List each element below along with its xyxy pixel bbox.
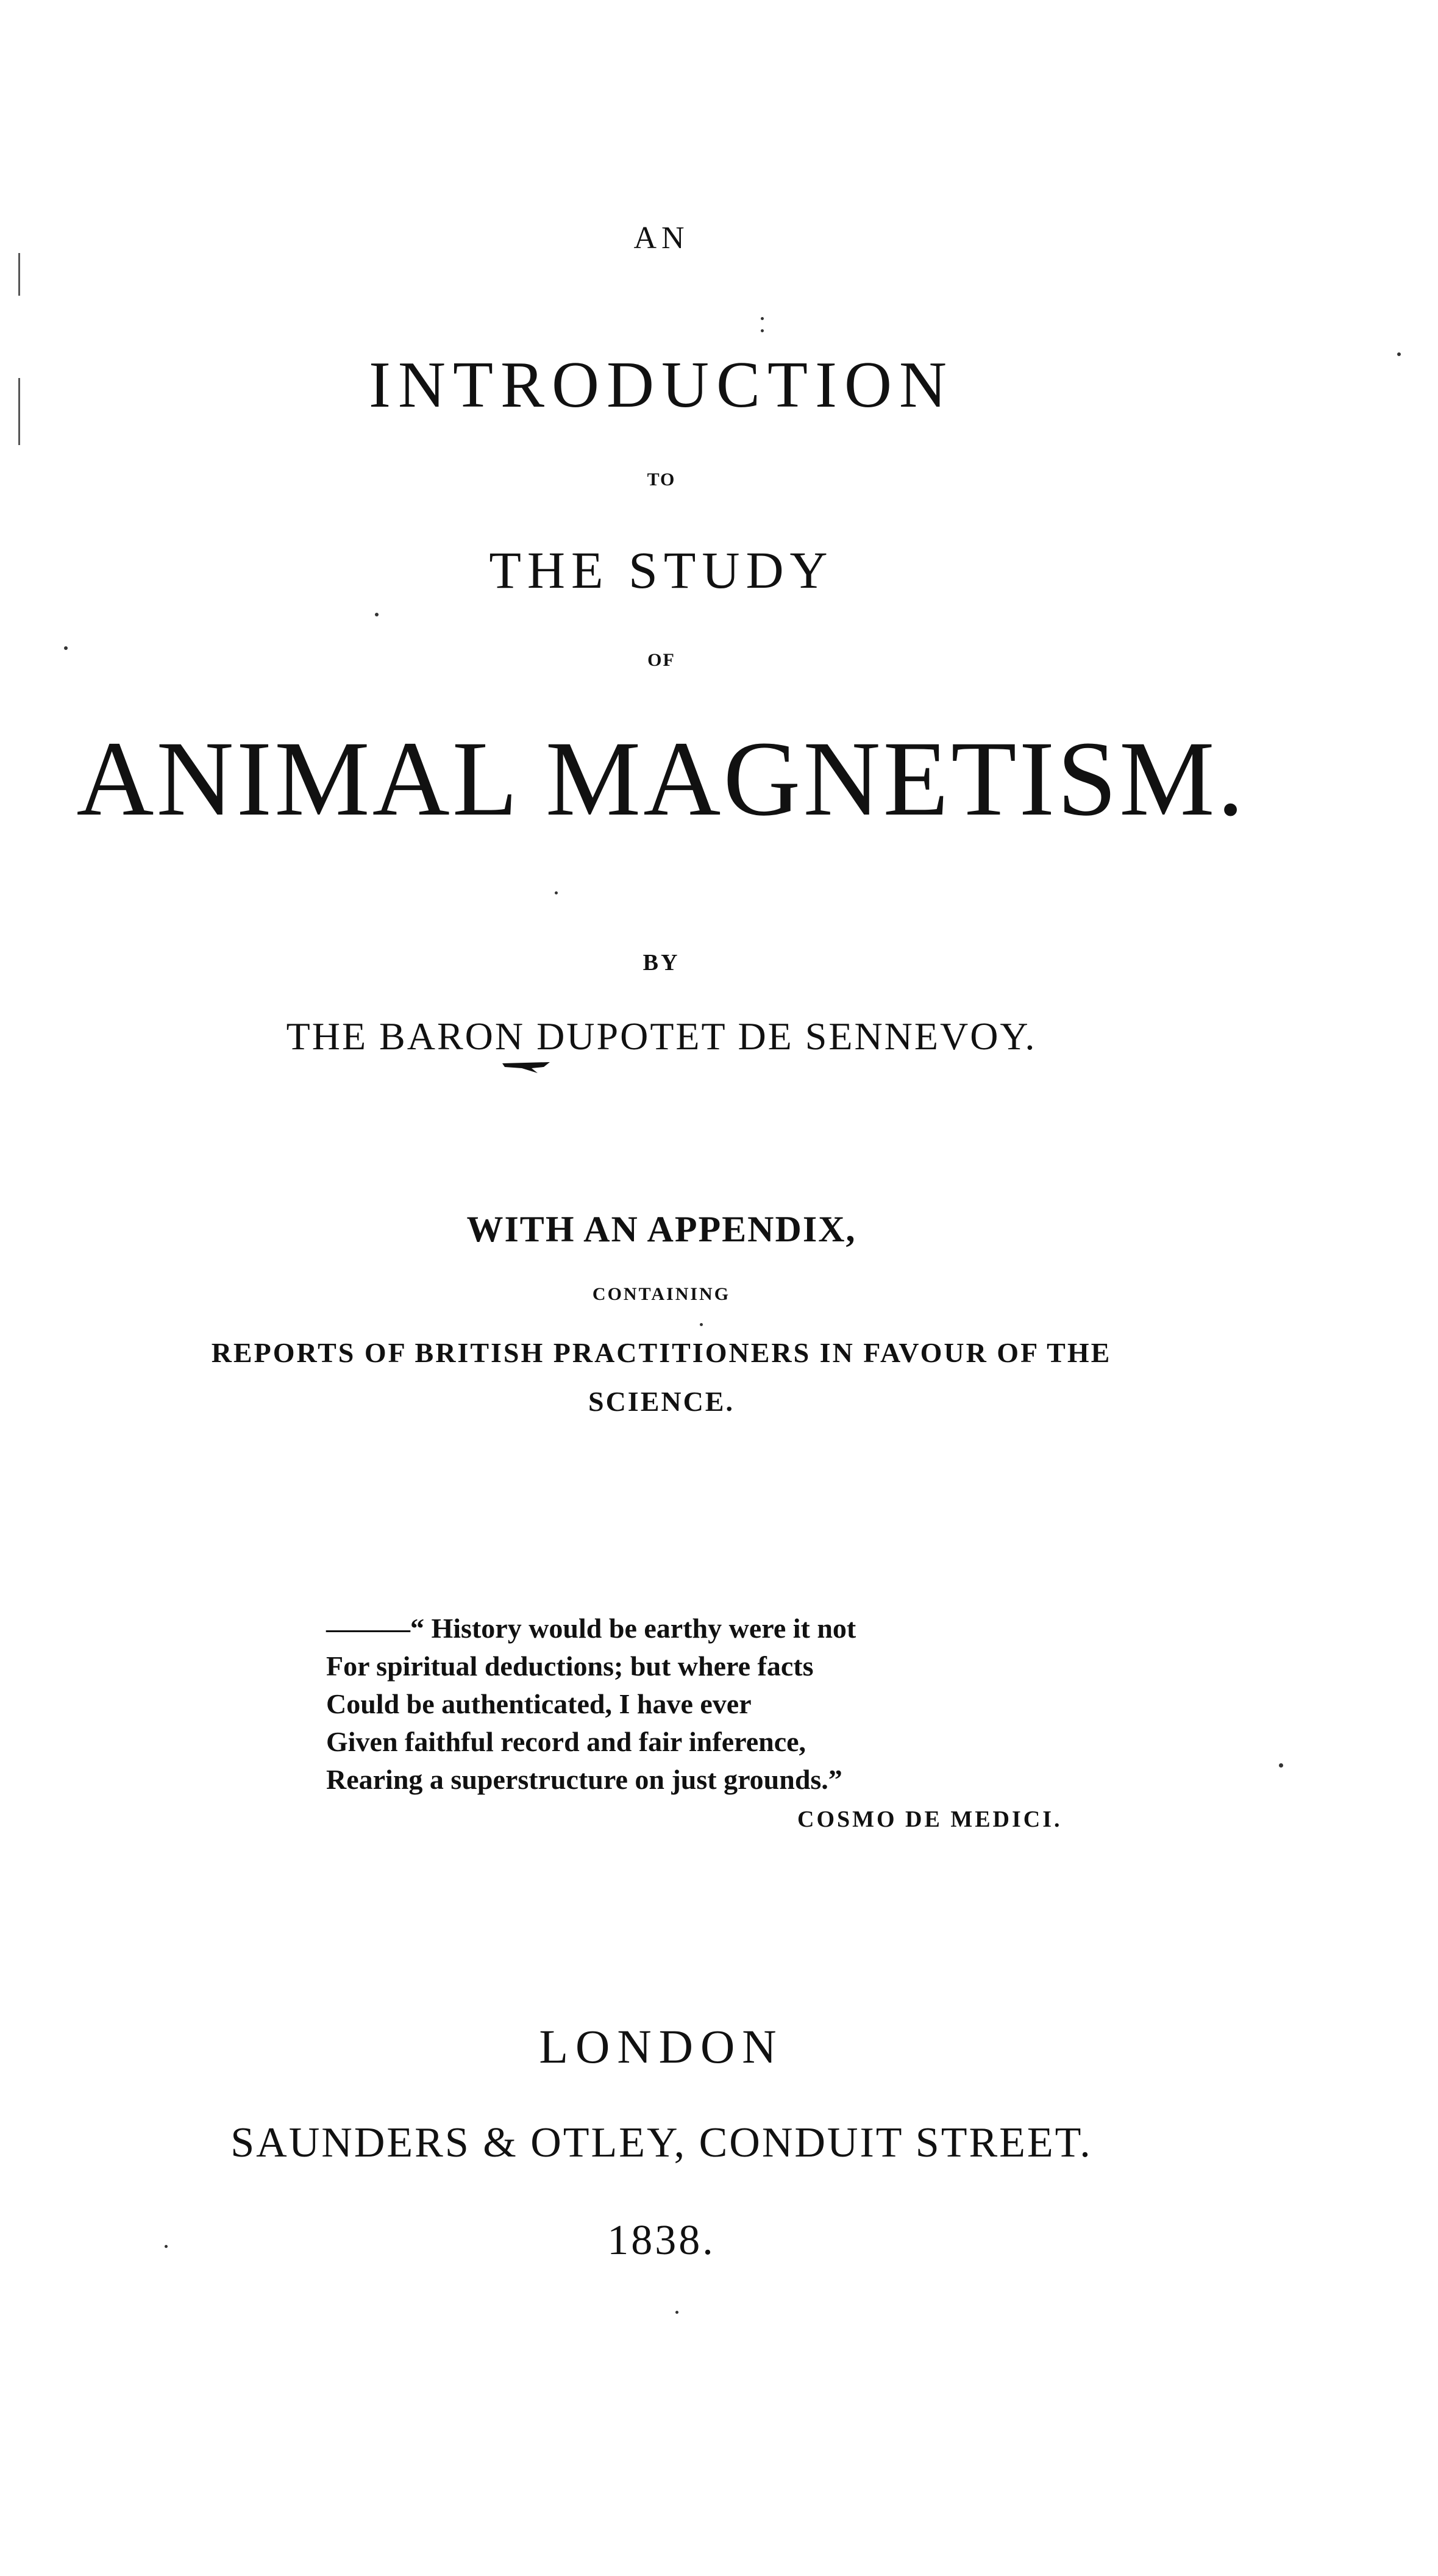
title-introduction: INTRODUCTION	[369, 349, 954, 421]
scan-speck	[1279, 1763, 1283, 1768]
epigraph-attribution: COSMO DE MEDICI.	[797, 1807, 1062, 1832]
ink-mark	[501, 1061, 552, 1074]
scan-speck	[761, 317, 764, 320]
scan-speck	[675, 2311, 678, 2314]
reports-line-2: SCIENCE.	[588, 1386, 735, 1417]
epigraph-line: Rearing a superstructure on just grounds.”	[326, 1764, 842, 1795]
scan-speck	[761, 329, 764, 332]
scan-margin-mark	[18, 253, 20, 296]
scan-speck	[1397, 352, 1401, 356]
epigraph-line: Given faithful record and fair inference,	[326, 1726, 806, 1757]
scan-speck	[375, 613, 379, 616]
epigraph-line: ———“ History would be earthy were it not	[326, 1613, 856, 1644]
imprint-city: LONDON	[539, 2020, 784, 2073]
appendix-heading: WITH AN APPENDIX,	[466, 1209, 856, 1249]
imprint-publisher: SAUNDERS & OTLEY, CONDUIT STREET.	[230, 2119, 1092, 2166]
title-of: OF	[647, 650, 675, 670]
by-label: BY	[642, 950, 680, 976]
title-to: TO	[647, 469, 676, 490]
containing-label: CONTAINING	[592, 1284, 731, 1304]
title-an: AN	[633, 221, 689, 255]
epigraph-line: Could be authenticated, I have ever	[326, 1688, 752, 1719]
imprint-year: 1838.	[607, 2217, 716, 2264]
main-title: ANIMAL MAGNETISM.	[76, 719, 1247, 838]
scan-speck	[700, 1323, 703, 1326]
reports-line-1: REPORTS OF BRITISH PRACTITIONERS IN FAVOUR OF THE	[211, 1337, 1112, 1368]
scan-speck	[555, 891, 558, 894]
scan-margin-mark	[18, 378, 20, 445]
title-the-study: THE STUDY	[489, 541, 834, 599]
epigraph	[326, 1610, 1180, 1799]
scan-speck	[64, 646, 68, 650]
author-name: THE BARON DUPOTET DE SENNEVOY.	[286, 1015, 1037, 1058]
scan-speck	[165, 2245, 168, 2248]
epigraph-line: For spiritual deductions; but where facts	[326, 1650, 814, 1682]
